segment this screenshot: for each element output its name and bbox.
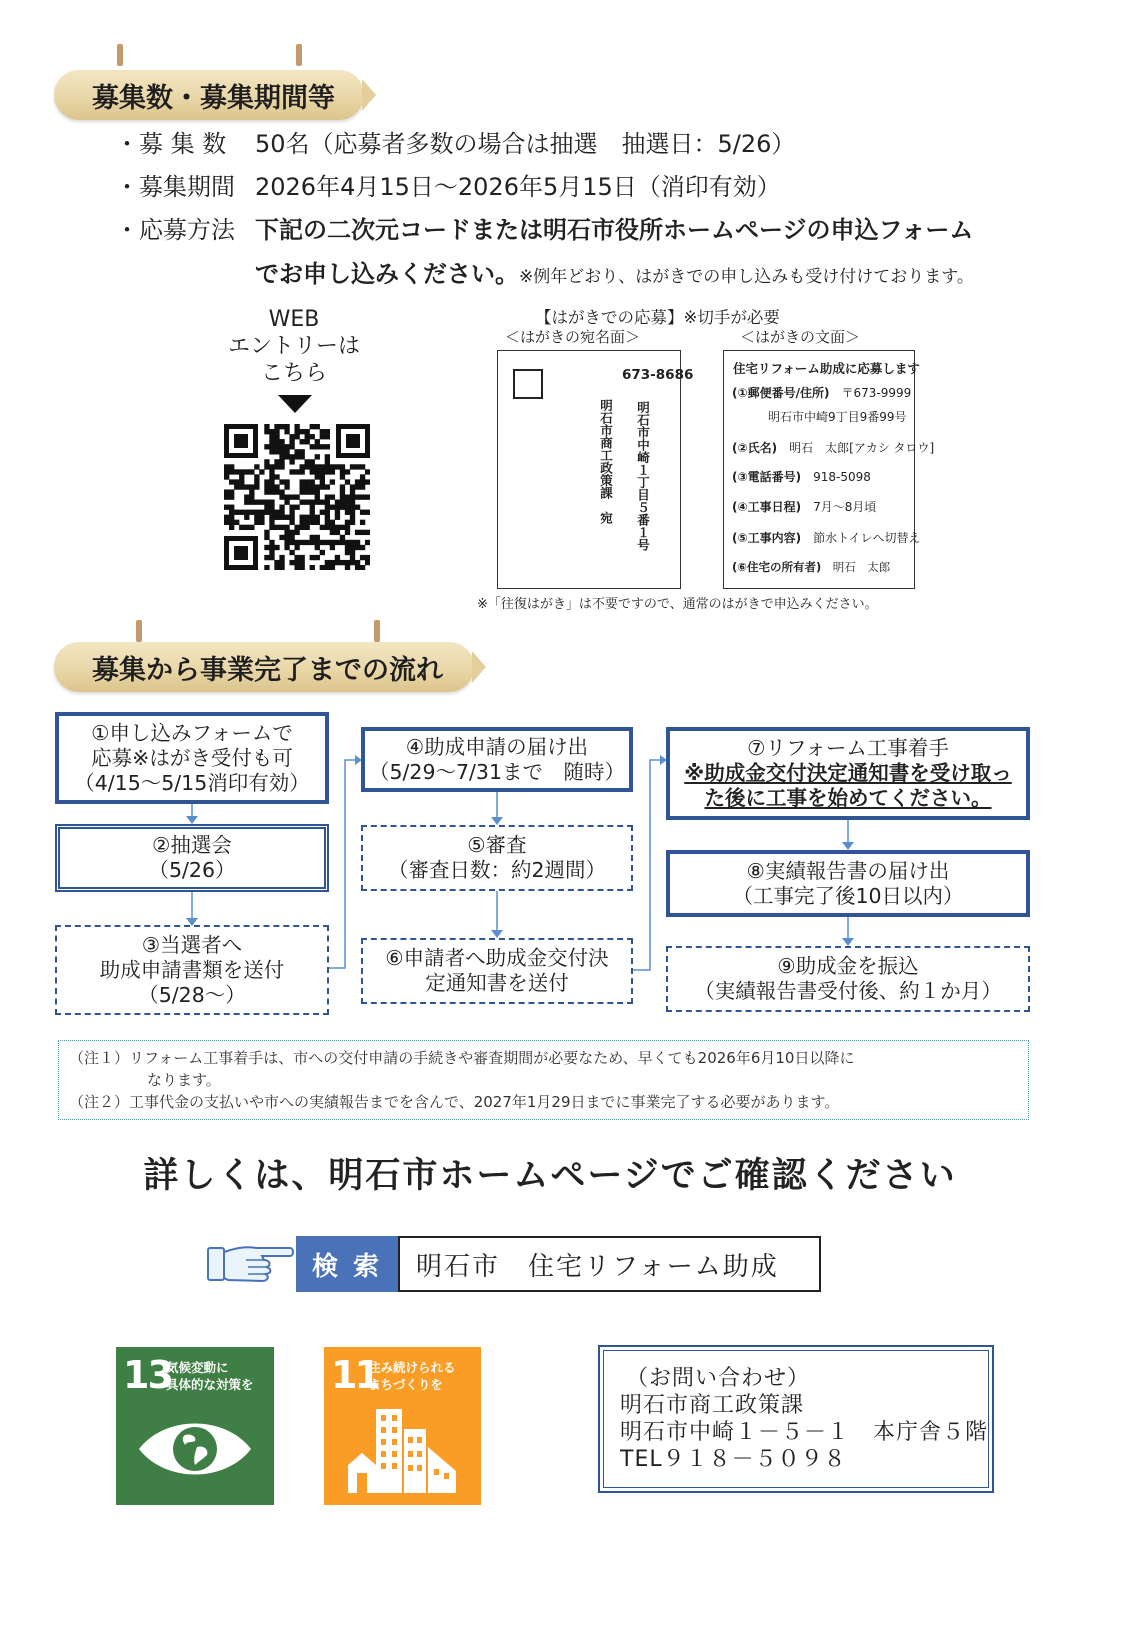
flow-step-6: ⑥申請者へ助成金交付決 定通知書を送付 [361,938,633,1004]
note-1: （注１）リフォーム工事着手は、市への交付申請の手続きや審査期間が必要なため、早くても2026年6月10日以降に [69,1049,855,1067]
web-entry-label: WEB エントリーは こちら [227,307,360,386]
search-button[interactable]: 検 索 [296,1236,398,1292]
flow-step-4: ④助成申請の届け出 （5/29～7/31まで 随時） [361,727,633,792]
cta-heading: 詳しくは、明石市ホームページでご確認ください [143,1156,957,1196]
hagaki-address-side [497,350,694,589]
hagaki-footnote: ※「往復はがき」は不要ですので、通常のはがきで申込みください。 [477,597,878,612]
banner-peg [136,620,142,642]
contact-tel[interactable]: TEL９１８－５０９８ [620,1447,847,1472]
banner-peg [117,44,123,66]
section-title: 募集数・募集期間等 [92,82,335,114]
sdg-11-badge: 11 住み続けられる まちづくりを [324,1347,481,1505]
hagaki-field: (⑤工事内容) 節水トイレへ切替え [732,531,921,545]
section-title: 募集から事業完了までの流れ [92,654,443,686]
hagaki-message-title: 住宅リフォーム助成に応募します [733,361,920,376]
flow-step-9: ⑨助成金を振込 （実績報告書受付後、約１か月） [666,946,1030,1012]
hagaki-field: 明石市中崎9丁目9番99号 [768,410,907,424]
hagaki-message-side [723,350,935,589]
pointing-hand-icon [206,1240,296,1286]
search-query-box[interactable]: 明石市 住宅リフォーム助成 [398,1236,821,1292]
hagaki-field: (②氏名) 明石 太郎[アカシ タロウ] [732,441,935,455]
hagaki-field: (①郵便番号/住所) 〒673-9999 [732,386,912,400]
banner-peg [374,620,380,642]
flow-step-8: ⑧実績報告書の届け出 （工事完了後10日以内） [666,850,1030,917]
flow-step-2: ②抽選会 （5/26） [55,824,329,892]
hagaki-recipient: 明石市商工政策課 宛 [598,399,614,524]
contact-box [598,1345,994,1493]
hagaki-address: 明石市中崎１丁目５番１号 [635,401,651,551]
hagaki-field: (③電話番号) 918-5098 [732,470,871,484]
city-buildings-icon [346,1407,458,1493]
contact-org: 明石市商工政策課 [620,1393,805,1418]
recruit-count-row: ・募 集 数 50名（応募者多数の場合は抽選 抽選日：5/26） [115,130,796,158]
hagaki-field: (④工事日程) 7月～8月頃 [732,500,877,514]
section-banner-flow [54,642,474,692]
sdg-13-badge: 13 気候変動に 具体的な対策を [116,1347,274,1505]
hagaki-text-label: ＜はがきの文面＞ [740,328,861,346]
contact-address: 明石市中崎１－５－１ 本庁舎５階 [620,1420,989,1445]
eye-globe-icon [135,1411,255,1487]
postal-code: 673-8686 [622,367,694,383]
note-2: （注２）工事代金の支払いや市への実績報告までを含んで、2027年1月29日までに事業完了する必要があります。 [69,1093,840,1111]
banner-peg [296,44,302,66]
hagaki-address-label: ＜はがきの宛名面＞ [505,328,641,346]
qr-code[interactable] [224,424,370,570]
flow-step-5: ⑤審査 （審査日数：約2週間） [361,825,633,891]
flow-step-3: ③当選者へ 助成申請書類を送付 （5/28～） [55,925,329,1015]
apply-method-row-2: でお申し込みください。※例年どおり、はがきでの申し込みも受け付けております。 [255,260,974,288]
stamp-box [513,369,543,399]
hagaki-field: (⑥住宅の所有者) 明石 太郎 [732,560,891,574]
note-1-cont: なります。 [147,1071,221,1089]
flow-step-7: ⑦リフォーム工事着手 ※助成金交付決定通知書を受け取っ た後に工事を始めてください。 [666,727,1030,820]
down-arrow-icon [278,395,312,413]
notes-box [58,1040,1029,1120]
flow-connectors [0,700,1125,1030]
apply-method-row: ・応募方法 下記の二次元コードまたは明石市役所ホームページの申込フォーム [115,216,974,244]
hagaki-heading: 【はがきでの応募】※切手が必要 [535,308,780,327]
contact-title: （お問い合わせ） [626,1366,811,1391]
recruit-period-row: ・募集期間 2026年4月15日～2026年5月15日（消印有効） [115,173,781,201]
flow-step-1: ①申し込みフォームで 応募※はがき受付も可 （4/15～5/15消印有効） [55,712,329,804]
section-banner-recruitment [54,70,364,120]
